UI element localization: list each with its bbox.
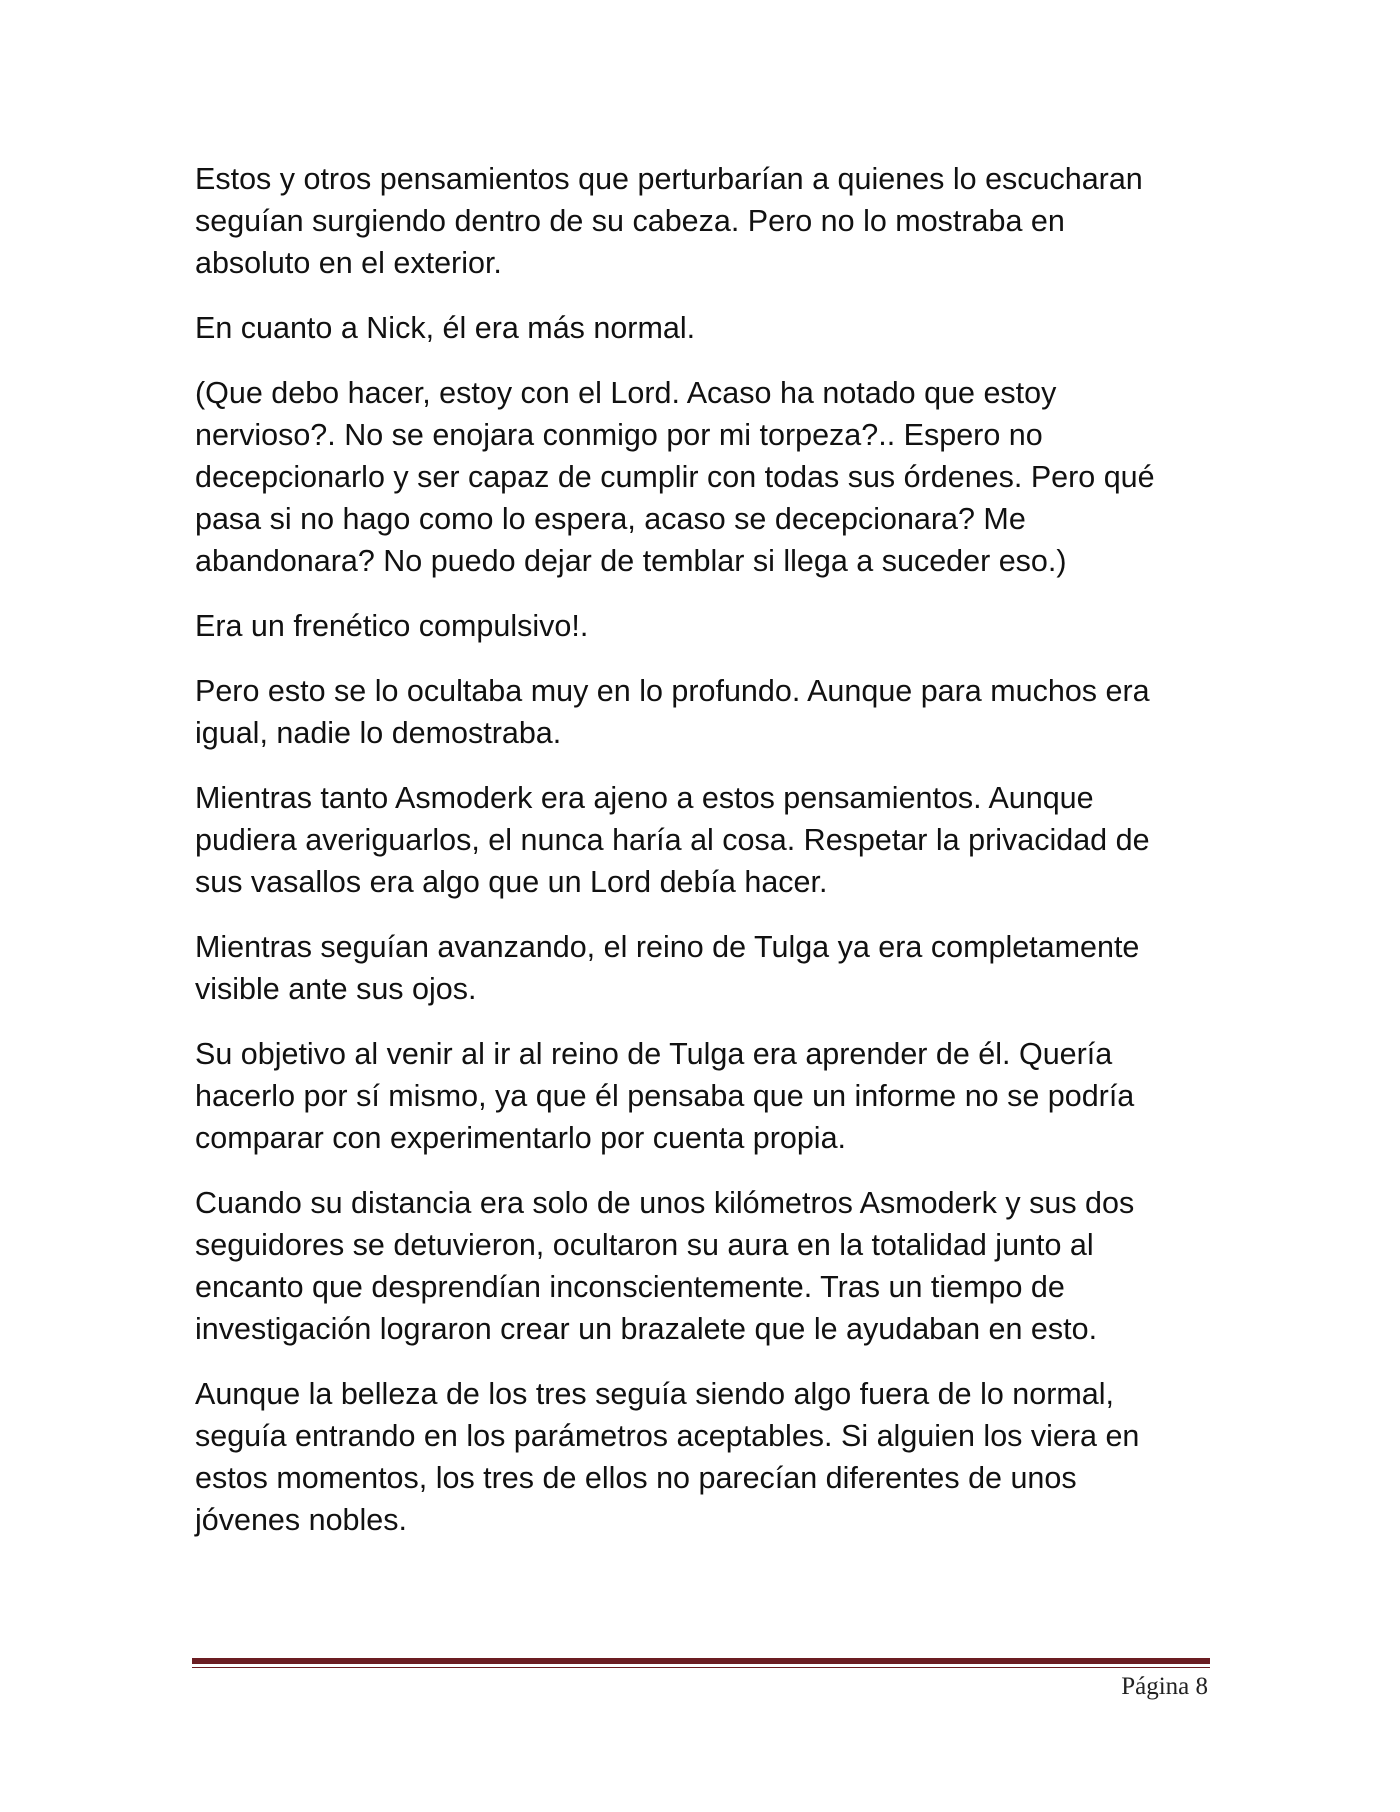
paragraph-9: Cuando su distancia era solo de unos kilómetros Asmoderk y sus dos seguidores se detuvieron, ocultaron su aura en la totalidad junto al encanto que desprendían inconscientemente. Tras un tiempo de investigación lograron crear un brazalete que le ayudaban en esto. bbox=[195, 1186, 1135, 1346]
paragraph-8: Su objetivo al venir al ir al reino de Tulga era aprender de él. Quería hacerlo por sí mismo, ya que él pensaba que un informe no se podría comparar con experimentarlo por cuenta propia. bbox=[195, 1037, 1135, 1155]
paragraph-7: Mientras seguían avanzando, el reino de Tulga ya era completamente visible ante sus ojos. bbox=[195, 930, 1140, 1006]
paragraph-2: En cuanto a Nick, él era más normal. bbox=[195, 311, 696, 345]
footer-rule-thin bbox=[192, 1667, 1210, 1668]
paragraph-1: Estos y otros pensamientos que perturbarían a quienes lo escucharan seguían surgiendo dentro de su cabeza. Pero no lo mostraba en absoluto en el exterior. bbox=[195, 162, 1143, 280]
footer-rule bbox=[192, 1658, 1210, 1664]
paragraph-5: Pero esto se lo ocultaba muy en lo profundo. Aunque para muchos era igual, nadie lo demostraba. bbox=[195, 674, 1150, 750]
paragraph-3: (Que debo hacer, estoy con el Lord. Acaso ha notado que estoy nervioso?. No se enojara conmigo por mi torpeza?.. Espero no decepcionarlo y ser capaz de cumplir con todas sus órdenes. Pero qué pasa si no hago como lo espera, acaso se decepcionara? Me abandonara? No puedo dejar de temblar si llega a suceder eso.) bbox=[195, 376, 1155, 578]
paragraph-4: Era un frenético compulsivo!. bbox=[195, 609, 589, 643]
page-number: Página 8 bbox=[1121, 1673, 1208, 1700]
paragraph-6: Mientras tanto Asmoderk era ajeno a estos pensamientos. Aunque pudiera averiguarlos, el nunca haría al cosa. Respetar la privacidad de sus vasallos era algo que un Lord debía hacer. bbox=[195, 781, 1150, 899]
paragraph-10: Aunque la belleza de los tres seguía siendo algo fuera de lo normal, seguía entrando en los parámetros aceptables. Si alguien los viera en estos momentos, los tres de ellos no parecían diferentes de unos jóvenes nobles. bbox=[195, 1377, 1140, 1537]
body-text bbox=[195, 158, 1225, 1564]
